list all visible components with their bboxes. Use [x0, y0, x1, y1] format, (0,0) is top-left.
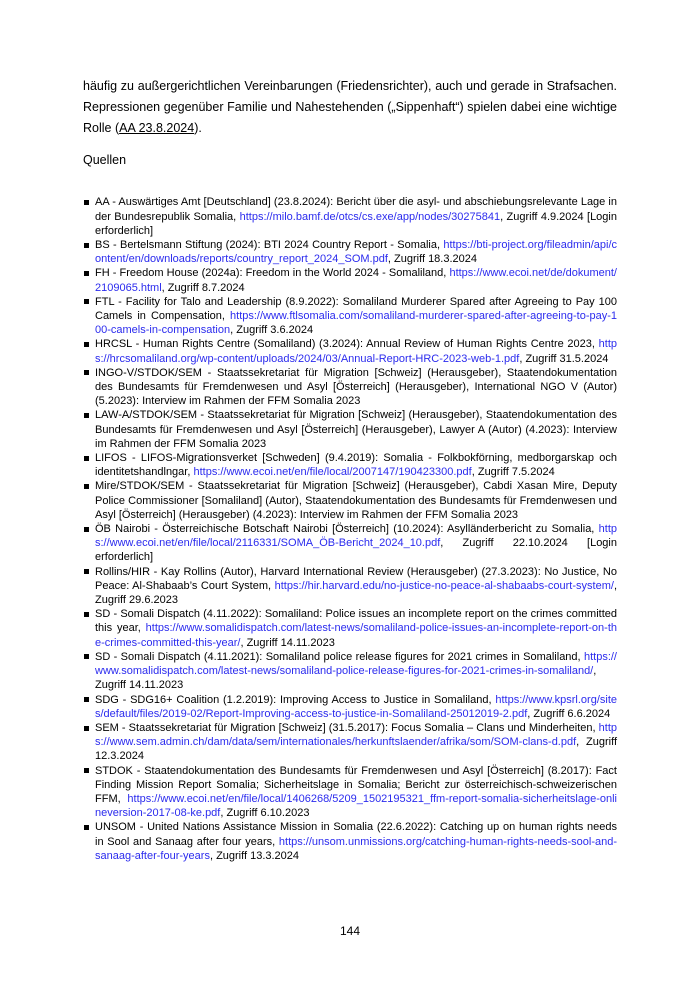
source-link[interactable]: https://milo.bamf.de/otcs/cs.exe/app/nodes/30275841 [239, 210, 501, 223]
source-text: LIFOS - LIFOS-Migrationsverket [Schweden] (9.4.2019): Somalia - Folkbokförning, medborgarskap och identitetshandlngar, [95, 452, 617, 479]
source-text: , Zugriff 31.5.2024 [519, 352, 609, 365]
source-text: Mire/STDOK/SEM - Staatssekretariat für Migration [Schweiz] (Herausgeber), Cabdi Xasan Mire, Deputy Police Commissioner [Somaliland] (Autor), Staatendokumentation des Bundesamts für Fremdenwesen und Asyl [Österreich] (Herausgeber) (4.2023): Interview im Rahmen der FFM Somalia 2023 [95, 480, 617, 521]
source-text: , Zugriff 12.3.2024 [95, 736, 617, 763]
source-text: , Zugriff 6.10.2023 [220, 807, 310, 820]
source-text: ÖB Nairobi - Österreichische Botschaft Nairobi [Österreich] (10.2024): Asylländerbericht zu Somalia, [95, 523, 599, 536]
source-item [83, 195, 617, 238]
source-link[interactable]: https://bti-project.org/fileadmin/api/content/en/downloads/reports/country_report_2024_SOM.pdf [95, 239, 617, 266]
source-text: , Zugriff 8.7.2024 [161, 281, 245, 294]
source-text: , Zugriff 29.6.2023 [95, 579, 617, 607]
source-text: BS - Bertelsmann Stiftung (2024): BTI 2024 Country Report - Somalia, [95, 239, 444, 251]
intro-paragraph [83, 0, 617, 138]
source-text: SD - Somali Dispatch (4.11.2022): Somaliland: Police issues an incomplete report on the crimes committed this year, [95, 608, 617, 635]
section-heading-quellen: Quellen [83, 153, 127, 168]
source-item [83, 607, 617, 650]
source-item [83, 820, 617, 863]
source-text: AA - Auswärtiges Amt [Deutschland] (23.8.2024): Bericht über die asyl- und abschiebungsrelevante Lage in der Bundesrepublik Somalia, [95, 196, 617, 223]
source-text: , Zugriff 4.9.2024 [Login erforderlich] [95, 210, 617, 237]
source-item [83, 479, 617, 522]
source-text: Rollins/HIR - Kay Rollins (Autor), Harvard International Review (Herausgeber) (27.3.2023): No Justice, No Peace: Al-Shabaab’s Court System, [95, 565, 617, 592]
sources-list [83, 170, 617, 863]
source-link[interactable]: https://unsom.unmissions.org/catching-human-rights-needs-sool-and-sanaag-after-four-years [95, 835, 617, 862]
source-link[interactable]: https://www.ftlsomalia.com/somaliland-murderer-spared-after-agreeing-to-pay-100-camels-in-compensation [95, 310, 617, 337]
page-number: 144 [339, 924, 361, 938]
source-text: STDOK - Staatendokumentation des Bundesamts für Fremdenwesen und Asyl [Österreich] (8.2017): Fact Finding Mission Report Somalia; Sicherheitslage in Somalia; Bericht zur österreichisch-schweizerischen FFM, [95, 764, 617, 805]
source-text: , Zugriff 14.11.2023 [95, 665, 597, 692]
source-text: , Zugriff 13.3.2024 [209, 849, 300, 862]
source-link[interactable]: https://www.somalidispatch.com/latest-news/somaliland-police-release-figures-for-2021-crimes-in-somaliland/ [95, 650, 617, 678]
source-text: , Zugriff 6.6.2024 [527, 707, 611, 720]
source-link[interactable]: https://www.ecoi.net/de/dokument/2109065.html [95, 267, 617, 294]
source-text: , Zugriff 22.10.2024 [Login erforderlich] [95, 537, 617, 564]
source-text: LAW-A/STDOK/SEM - Staatssekretariat für Migration [Schweiz] (Herausgeber), Staatendokumentation des Bundesamts für Fremdenwesen und Asyl [Österreich] (Herausgeber), Lawyer A (Autor) (4.2023): Interview im Rahmen der FFM Somalia 2023 [95, 409, 617, 450]
source-item [83, 522, 617, 565]
source-link[interactable]: https://hrcsomaliland.org/wp-content/uploads/2024/03/Annual-Report-HRC-2023-web-1.pdf [95, 338, 617, 365]
source-item [83, 238, 617, 266]
source-item [83, 693, 617, 721]
intro-text-after: ). [194, 120, 202, 135]
source-link[interactable]: https://www.sem.admin.ch/dam/data/sem/internationales/herkunftslaender/afrika/som/SOM-clans-d.pdf [95, 721, 617, 749]
source-text: , Zugriff 7.5.2024 [471, 466, 555, 479]
source-item [83, 451, 617, 479]
source-text: FH - Freedom House (2024a): Freedom in the World 2024 - Somaliland, [95, 267, 450, 280]
source-text: SEM - Staatssekretariat für Migration [Schweiz] (31.5.2017): Focus Somalia – Clans und Minderheiten, [95, 721, 599, 734]
source-item [83, 721, 617, 764]
source-text: , Zugriff 18.3.2024 [387, 253, 478, 266]
source-item [83, 565, 617, 608]
source-link[interactable]: https://www.kpsrl.org/sites/default/files/2019-02/Report-Improving-access-to-justice-in-Somaliland-25012019-2.pdf [95, 693, 617, 720]
source-item [83, 408, 617, 451]
source-text: , Zugriff 3.6.2024 [230, 324, 314, 337]
source-item [83, 764, 617, 821]
source-text: UNSOM - United Nations Assistance Mission in Somalia (22.6.2022): Catching up on human rights needs in Sool and Sanaag after four years, [95, 821, 617, 848]
source-item [83, 366, 617, 409]
source-item [83, 295, 617, 338]
source-text: HRCSL - Human Rights Centre (Somaliland) (3.2024): Annual Review of Human Rights Centre 2023, [95, 338, 599, 351]
source-text: , Zugriff 14.11.2023 [240, 636, 335, 649]
intro-citation-link[interactable]: AA 23.8.2024 [119, 120, 195, 135]
source-item [83, 337, 617, 365]
source-text: SD - Somali Dispatch (4.11.2021): Somaliland police release figures for 2021 crimes in Somaliland, [95, 650, 584, 663]
source-link[interactable]: https://www.ecoi.net/en/file/local/2116331/SOMA_ÖB-Bericht_2024_10.pdf [95, 523, 617, 550]
source-item [83, 266, 617, 294]
source-text: SDG - SDG16+ Coalition (1.2.2019): Improving Access to Justice in Somaliland, [95, 693, 496, 706]
source-link[interactable]: https://www.ecoi.net/en/file/local/1406268/5209_1502195321_ffm-report-somalia-sicherheitslage-onlineversion-2017-08-ke.pdf [95, 792, 617, 820]
source-text: INGO-V/STDOK/SEM - Staatssekretariat für Migration [Schweiz] (Herausgeber), Staatendokumentation des Bundesamts für Fremdenwesen und Asyl [Österreich] (Herausgeber), International NGO V (Autor) (5.2023): Interview im Rahmen der FFM Somalia 2023 [95, 366, 617, 408]
intro-text-before: häufig zu außergerichtlichen Vereinbarungen (Friedensrichter), auch und gerade in Strafsachen. Repressionen gegenüber Familie und Nahestehenden („Sippenhaft“) spielen dabei eine wichtige Rolle ( [83, 79, 617, 135]
source-link[interactable]: https://www.somalidispatch.com/latest-news/somaliland-police-issues-an-incomplete-report-on-the-crimes-committed-this-year/ [95, 622, 617, 649]
source-text: FTL - Facility for Talo and Leadership (8.9.2022): Somaliland Murderer Spared after Agreeing to Pay 100 Camels in Compensation, [95, 295, 617, 323]
source-link[interactable]: https://www.ecoi.net/en/file/local/2007147/190423300.pdf [193, 466, 472, 479]
source-item [83, 650, 617, 693]
source-link[interactable]: https://hir.harvard.edu/no-justice-no-peace-al-shabaabs-court-system/ [274, 579, 614, 592]
